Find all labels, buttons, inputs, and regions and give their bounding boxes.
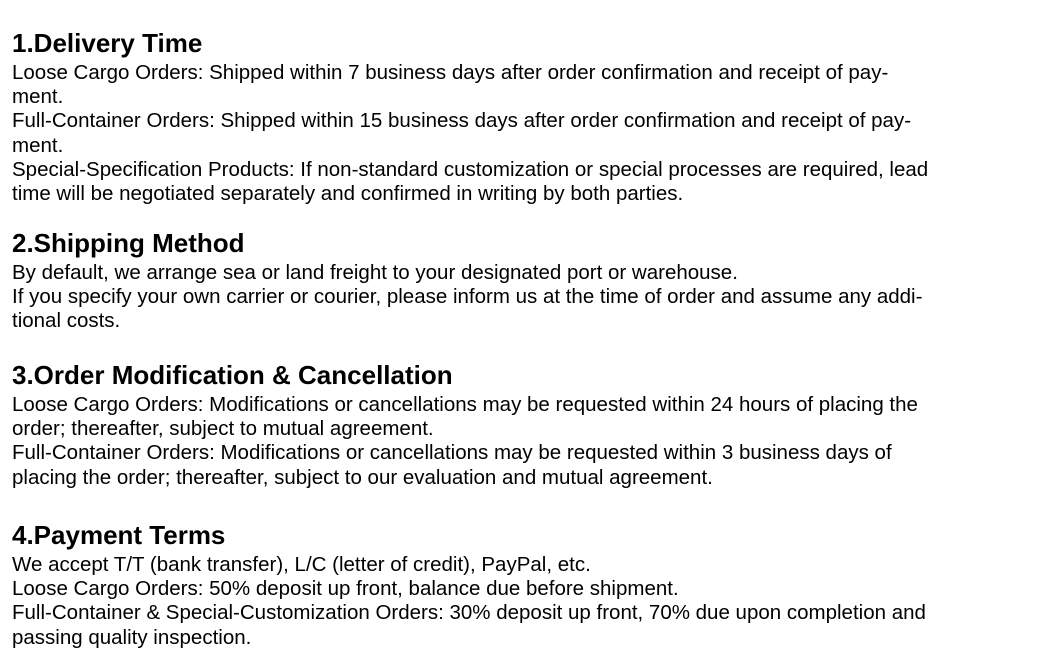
section-heading: 2.Shipping Method	[12, 228, 245, 258]
section-payment-terms	[12, 520, 1040, 650]
text-line: ment.	[12, 133, 64, 157]
section-shipping-method	[12, 228, 1040, 334]
text-line: Loose Cargo Orders: Modifications or cancellations may be requested within 24 hours of placing the	[12, 393, 918, 416]
section-heading: 3.Order Modification & Cancellation	[12, 360, 453, 390]
text-line: By default, we arrange sea or land freight to your designated port or warehouse.	[12, 261, 738, 284]
text-line: order; thereafter, subject to mutual agreement.	[12, 417, 434, 441]
text-line: If you specify your own carrier or courier, please inform us at the time of order and assume any addi-	[12, 285, 923, 309]
section-order-modification	[12, 360, 1040, 490]
section-delivery-time	[12, 28, 1040, 206]
text-line: Loose Cargo Orders: 50% deposit up front, balance due before shipment.	[12, 577, 679, 601]
section-heading: 4.Payment Terms	[12, 520, 226, 550]
text-line: Loose Cargo Orders: Shipped within 7 business days after order confirmation and receipt of pay-	[12, 61, 889, 84]
text-line: Full-Container Orders: Shipped within 15 business days after order confirmation and receipt of pay-	[12, 109, 912, 133]
text-line: ment.	[12, 85, 64, 109]
text-line: placing the order; thereafter, subject to our evaluation and mutual agreement.	[12, 465, 713, 489]
text-line: Full-Container Orders: Modifications or cancellations may be requested within 3 business days of	[12, 441, 892, 465]
text-line: We accept T/T (bank transfer), L/C (letter of credit), PayPal, etc.	[12, 553, 591, 576]
section-heading: 1.Delivery Time	[12, 28, 203, 58]
text-line: tional costs.	[12, 309, 121, 333]
text-line: time will be negotiated separately and confirmed in writing by both parties.	[12, 182, 684, 206]
text-line: passing quality inspection.	[12, 625, 252, 649]
text-line: Full-Container & Special-Customization Orders: 30% deposit up front, 70% due upon completion and	[12, 601, 926, 625]
text-line: Special-Specification Products: If non-standard customization or special processes are required, lead	[12, 157, 929, 181]
